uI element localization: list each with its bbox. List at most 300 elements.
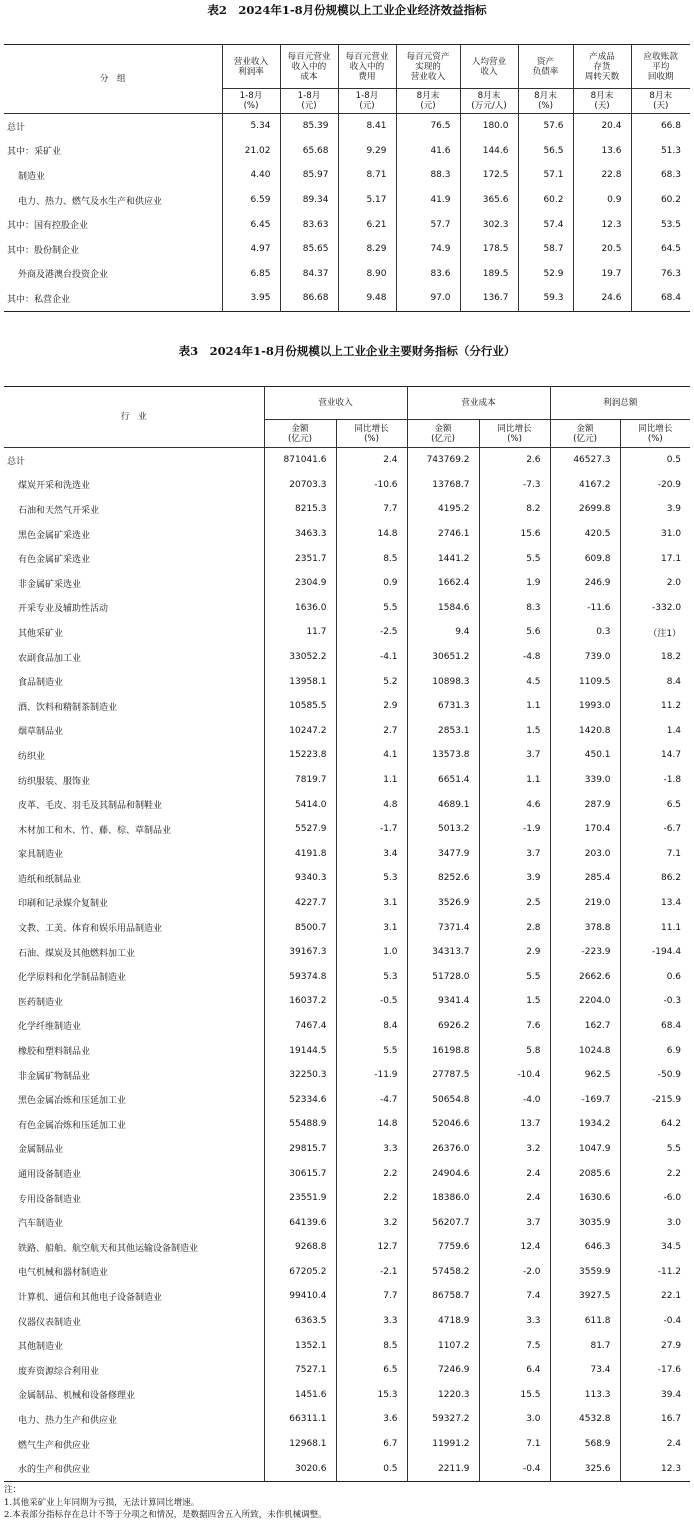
table-row (4, 1284, 690, 1309)
cell-value: 8.5 (336, 546, 407, 571)
cell-value: 73.4 (550, 1358, 620, 1383)
cell-value: 8.71 (338, 163, 396, 188)
column-unit: 8月末 (天) (573, 89, 631, 114)
table-row (4, 817, 690, 842)
cell-value: 57.7 (396, 212, 460, 237)
group-header: 利润总额 (550, 387, 690, 420)
row-label: 有色金属冶炼和压延加工业 (18, 1120, 127, 1131)
cell-value: -6.0 (620, 1186, 690, 1211)
cell-value: 19.7 (573, 262, 631, 287)
cell-value: 20703.3 (264, 473, 336, 498)
cell-value: 14.7 (620, 743, 690, 768)
table-row (4, 1087, 690, 1112)
row-label: 燃气生产和供应业 (18, 1440, 91, 1451)
table-row (4, 1112, 690, 1137)
cell-value: 39167.3 (264, 940, 336, 965)
table-row (4, 237, 690, 262)
cell-value: 609.8 (550, 546, 620, 571)
cell-value: 3927.5 (550, 1284, 620, 1309)
cell-value: 4167.2 (550, 473, 620, 498)
cell-value: 3.7 (479, 1210, 550, 1235)
row-label: 皮革、毛皮、羽毛及其制品和制鞋业 (18, 801, 163, 812)
cell-value: 13.6 (573, 139, 631, 164)
cell-value: 203.0 (550, 842, 620, 867)
cell-value: 32250.3 (264, 1063, 336, 1088)
row-label: 纺织服装、服饰业 (18, 776, 91, 787)
cell-value: 1109.5 (550, 669, 620, 694)
cell-value: 1047.9 (550, 1137, 620, 1162)
column-unit: 8月末 (%) (518, 89, 573, 114)
table-row (4, 1358, 690, 1383)
cell-value: 1993.0 (550, 694, 620, 719)
cell-value: 7.6 (479, 1014, 550, 1039)
cell-value: 86.2 (620, 866, 690, 891)
row-label: 化学纤维制造业 (18, 1022, 82, 1033)
cell-value: 53.5 (631, 212, 690, 237)
cell-value: 1630.6 (550, 1186, 620, 1211)
cell-value: 4.8 (336, 792, 407, 817)
cell-value: 31.0 (620, 522, 690, 547)
cell-value: 12.3 (620, 1456, 690, 1481)
cell-value: -11.2 (620, 1260, 690, 1285)
cell-value: -20.9 (620, 473, 690, 498)
cell-value: 57.6 (518, 114, 573, 139)
cell-value: 16.7 (620, 1407, 690, 1432)
row-label: 废弃资源综合利用业 (18, 1366, 100, 1377)
cell-value: 1441.2 (407, 546, 479, 571)
cell-value: 8.4 (620, 669, 690, 694)
cell-value: 962.5 (550, 1063, 620, 1088)
cell-value: -7.3 (479, 473, 550, 498)
table-row (4, 1260, 690, 1285)
cell-value: 10898.3 (407, 669, 479, 694)
table-row (4, 915, 690, 940)
table-row (4, 1186, 690, 1211)
cell-value: 86.68 (280, 286, 338, 311)
cell-value: 21.02 (222, 139, 280, 164)
row-label: 制造业 (18, 171, 46, 182)
cell-value: 1934.2 (550, 1112, 620, 1137)
column-header: 每百元营业 收入中的 成本 (280, 45, 338, 89)
cell-value: 85.39 (280, 114, 338, 139)
cell-value: 34313.7 (407, 940, 479, 965)
cell-value: 7.5 (479, 1333, 550, 1358)
cell-value: 64.2 (620, 1112, 690, 1137)
cell-value: 0.9 (336, 571, 407, 596)
cell-value: 2.4 (336, 448, 407, 473)
cell-value: 7.1 (479, 1432, 550, 1457)
cell-value: 14.8 (336, 1112, 407, 1137)
cell-value: 6926.2 (407, 1014, 479, 1039)
cell-value: 3.4 (336, 842, 407, 867)
row-label: 非金属矿采选业 (18, 579, 82, 590)
table-row (4, 1333, 690, 1358)
table-row (4, 596, 690, 621)
note-2: 2.本表部分指标存在总计不等于分项之和情况，是数据四舍五入所致，未作机械调整。 (4, 1510, 327, 1520)
cell-value: 89.34 (280, 188, 338, 213)
row-label: 化学原料和化学制品制造业 (18, 973, 127, 984)
cell-value: -10.6 (336, 473, 407, 498)
cell-value: 2662.6 (550, 964, 620, 989)
cell-value: 59327.2 (407, 1407, 479, 1432)
cell-value: -0.4 (620, 1309, 690, 1334)
table2 (4, 44, 690, 312)
cell-value: 15.5 (479, 1383, 550, 1408)
cell-value: 172.5 (460, 163, 518, 188)
cell-value: 3463.3 (264, 522, 336, 547)
row-label: 家具制造业 (18, 850, 64, 861)
row-label: 黑色金属冶炼和压延加工业 (18, 1096, 127, 1107)
cell-value: 85.65 (280, 237, 338, 262)
cell-value: 2204.0 (550, 989, 620, 1014)
cell-value: 5.5 (479, 546, 550, 571)
cell-value: 3.0 (479, 1407, 550, 1432)
cell-value: 27.9 (620, 1333, 690, 1358)
cell-value: 20.5 (573, 237, 631, 262)
cell-value: 27787.5 (407, 1063, 479, 1088)
cell-value: 8252.6 (407, 866, 479, 891)
cell-value: 66.8 (631, 114, 690, 139)
cell-value: 7.7 (336, 1284, 407, 1309)
row-label: 总计 (7, 122, 26, 133)
cell-value: 246.9 (550, 571, 620, 596)
cell-value: 0.5 (336, 1456, 407, 1481)
column-unit: 8月末 (万元/人) (460, 89, 518, 114)
cell-value: 57.4 (518, 212, 573, 237)
column-header: 每百元资产 实现的 营业收入 (396, 45, 460, 89)
cell-value: 339.0 (550, 768, 620, 793)
cell-value: 76.3 (631, 262, 690, 287)
cell-value: 4.6 (479, 792, 550, 817)
table-row (4, 891, 690, 916)
cell-value: 9.48 (338, 286, 396, 311)
cell-value: 2.9 (336, 694, 407, 719)
cell-value: 58.7 (518, 237, 573, 262)
cell-value: 39.4 (620, 1383, 690, 1408)
cell-value: 0.3 (550, 620, 620, 645)
cell-value: 88.3 (396, 163, 460, 188)
cell-value: 17.1 (620, 546, 690, 571)
cell-value: 2.2 (336, 1161, 407, 1186)
cell-value: 5.5 (620, 1137, 690, 1162)
cell-value: 6.5 (620, 792, 690, 817)
cell-value: 178.5 (460, 237, 518, 262)
cell-value: 4191.8 (264, 842, 336, 867)
cell-value: 22.1 (620, 1284, 690, 1309)
cell-value: 646.3 (550, 1235, 620, 1260)
cell-value: 41.6 (396, 139, 460, 164)
cell-value: 6651.4 (407, 768, 479, 793)
cell-value: 66311.1 (264, 1407, 336, 1432)
cell-value: 2304.9 (264, 571, 336, 596)
cell-value: 15223.8 (264, 743, 336, 768)
table-row (4, 1063, 690, 1088)
cell-value: 1420.8 (550, 719, 620, 744)
cell-value: 2211.9 (407, 1456, 479, 1481)
table-row (4, 571, 690, 596)
cell-value: -4.0 (479, 1087, 550, 1112)
cell-value: 1352.1 (264, 1333, 336, 1358)
cell-value: 743769.2 (407, 448, 479, 473)
cell-value: 4689.1 (407, 792, 479, 817)
row-label: 纺织业 (18, 751, 46, 762)
cell-value: 7371.4 (407, 915, 479, 940)
amount-header: 金额 (亿元) (264, 420, 336, 448)
cell-value: -11.9 (336, 1063, 407, 1088)
cell-value: 13768.7 (407, 473, 479, 498)
cell-value: 7.4 (479, 1284, 550, 1309)
cell-value: 3.7 (479, 842, 550, 867)
cell-value: 2.8 (479, 915, 550, 940)
cell-value: 3.2 (479, 1137, 550, 1162)
cell-value: 3.7 (479, 743, 550, 768)
table3-title: 表3 2024年1-8月份规模以上工业企业主要财务指标（分行业） (178, 344, 516, 358)
cell-value: 9.4 (407, 620, 479, 645)
row-label: 食品制造业 (18, 678, 64, 689)
cell-value: 450.1 (550, 743, 620, 768)
cell-value: 52334.6 (264, 1087, 336, 1112)
cell-value: 23551.9 (264, 1186, 336, 1211)
cell-value: 9341.4 (407, 989, 479, 1014)
column-header: 应收账款 平均 回收期 (631, 45, 690, 89)
cell-value: 1451.6 (264, 1383, 336, 1408)
cell-value: 2.6 (479, 448, 550, 473)
cell-value: 1.9 (479, 571, 550, 596)
table-row (4, 989, 690, 1014)
row-label: 酒、饮料和精制茶制造业 (18, 702, 118, 713)
table-row (4, 473, 690, 498)
cell-value: 2746.1 (407, 522, 479, 547)
table2-title: 表2 2024年1-8月份规模以上工业企业经济效益指标 (207, 3, 487, 17)
table-row (4, 1407, 690, 1432)
cell-value: 85.97 (280, 163, 338, 188)
cell-value: -332.0 (620, 596, 690, 621)
cell-value: 1584.6 (407, 596, 479, 621)
cell-value: 180.0 (460, 114, 518, 139)
cell-value: 13573.8 (407, 743, 479, 768)
cell-value: 4.5 (479, 669, 550, 694)
cell-value: 4532.8 (550, 1407, 620, 1432)
cell-value: -0.5 (336, 989, 407, 1014)
row-label: 电气机械和器材制造业 (18, 1268, 109, 1279)
cell-value: 83.63 (280, 212, 338, 237)
cell-value: 13.7 (479, 1112, 550, 1137)
cell-value: 20.4 (573, 114, 631, 139)
table-row (4, 1038, 690, 1063)
table-row (4, 719, 690, 744)
cell-value: 2.4 (479, 1161, 550, 1186)
cell-value: -194.4 (620, 940, 690, 965)
row-label: 电力、热力、燃气及水生产和供应业 (18, 196, 163, 207)
cell-value: 12.3 (573, 212, 631, 237)
cell-value: 67205.2 (264, 1260, 336, 1285)
cell-value: 6.85 (222, 262, 280, 287)
cell-value: 2.2 (620, 1161, 690, 1186)
cell-value: -169.7 (550, 1087, 620, 1112)
footnotes (4, 1484, 327, 1522)
cell-value: 97.0 (396, 286, 460, 311)
cell-value: 5.3 (336, 866, 407, 891)
table-row (4, 792, 690, 817)
cell-value: 144.6 (460, 139, 518, 164)
row-label: 金属制品业 (18, 1145, 64, 1156)
cell-value: 1.1 (479, 694, 550, 719)
cell-value: 325.6 (550, 1456, 620, 1481)
cell-value: 7.7 (336, 497, 407, 522)
cell-value: 68.4 (631, 286, 690, 311)
cell-value: 5414.0 (264, 792, 336, 817)
cell-value: 6.7 (336, 1432, 407, 1457)
table-row (4, 1014, 690, 1039)
row-label: 非金属矿物制品业 (18, 1071, 91, 1082)
cell-value: 1220.3 (407, 1383, 479, 1408)
cell-value: 5.5 (479, 964, 550, 989)
cell-value: 5527.9 (264, 817, 336, 842)
cell-value: 2699.8 (550, 497, 620, 522)
note-1: 1.其他采矿业上年同期为亏损，无法计算同比增速。 (4, 1497, 200, 1508)
growth-header: 同比增长 (%) (479, 420, 550, 448)
cell-value: 60.2 (518, 188, 573, 213)
table-row (4, 1161, 690, 1186)
table-row (4, 694, 690, 719)
cell-value: -0.3 (620, 989, 690, 1014)
cell-value: 6.5 (336, 1358, 407, 1383)
table-row (4, 1383, 690, 1408)
cell-value: 8.3 (479, 596, 550, 621)
cell-value: 50654.8 (407, 1087, 479, 1112)
cell-value: 3.0 (620, 1210, 690, 1235)
row-label: 其中：国有控股企业 (7, 221, 89, 232)
row-label: 外商及港澳台投资企业 (18, 270, 109, 281)
table-row (4, 645, 690, 670)
cell-value: 64.5 (631, 237, 690, 262)
cell-value: 170.4 (550, 817, 620, 842)
industry-header: 行 业 (4, 387, 264, 448)
cell-value: -17.6 (620, 1358, 690, 1383)
cell-value: -50.9 (620, 1063, 690, 1088)
cell-value: 1.0 (336, 940, 407, 965)
cell-value: 29815.7 (264, 1137, 336, 1162)
cell-value: 5.2 (336, 669, 407, 694)
group-header: 营业成本 (407, 387, 550, 420)
column-header: 营业收入 利润率 (222, 45, 280, 89)
cell-value: 1107.2 (407, 1333, 479, 1358)
cell-value: 18386.0 (407, 1186, 479, 1211)
cell-value: 6.9 (620, 1038, 690, 1063)
cell-value: 68.3 (631, 163, 690, 188)
table-row (4, 620, 690, 645)
cell-value: 5.3 (336, 964, 407, 989)
cell-value: 2.4 (620, 1432, 690, 1457)
cell-value: 56207.7 (407, 1210, 479, 1235)
cell-value: 8.5 (336, 1333, 407, 1358)
cell-value: 2.2 (336, 1186, 407, 1211)
cell-value: 84.37 (280, 262, 338, 287)
cell-value: 7246.9 (407, 1358, 479, 1383)
cell-value: -6.7 (620, 817, 690, 842)
cell-value: 1.1 (336, 768, 407, 793)
cell-value: 15.6 (479, 522, 550, 547)
cell-value: 8215.3 (264, 497, 336, 522)
cell-value: 30651.2 (407, 645, 479, 670)
cell-value: -2.0 (479, 1260, 550, 1285)
table-row (4, 768, 690, 793)
row-label: 水的生产和供应业 (18, 1465, 91, 1476)
cell-value: 8500.7 (264, 915, 336, 940)
cell-value: 4718.9 (407, 1309, 479, 1334)
cell-value: 3035.9 (550, 1210, 620, 1235)
cell-value: 219.0 (550, 891, 620, 916)
cell-value: 2.9 (479, 940, 550, 965)
row-label: 仪器仪表制造业 (18, 1317, 82, 1328)
row-label: 印刷和记录媒介复制业 (18, 899, 109, 910)
cell-value: 5.5 (336, 596, 407, 621)
row-label: 农副食品加工业 (18, 653, 82, 664)
cell-value: 11.2 (620, 694, 690, 719)
cell-value: 136.7 (460, 286, 518, 311)
cell-value: 6.21 (338, 212, 396, 237)
column-unit: 1-8月 (%) (222, 89, 280, 114)
cell-value: 568.9 (550, 1432, 620, 1457)
cell-value: 1.5 (479, 989, 550, 1014)
row-label: 汽车制造业 (18, 1219, 64, 1230)
cell-value: 2.5 (479, 891, 550, 916)
cell-value: 3.95 (222, 286, 280, 311)
cell-value: 8.29 (338, 237, 396, 262)
cell-value: 2.4 (479, 1186, 550, 1211)
cell-value: -0.4 (479, 1456, 550, 1481)
cell-value: 3.3 (479, 1309, 550, 1334)
cell-value: 74.9 (396, 237, 460, 262)
cell-value: 13.4 (620, 891, 690, 916)
cell-value: 1024.8 (550, 1038, 620, 1063)
column-header: 产成品 存货 周转天数 (573, 45, 631, 89)
cell-value: 3.3 (336, 1137, 407, 1162)
table-row (4, 743, 690, 768)
cell-value: 10585.5 (264, 694, 336, 719)
cell-value: 4195.2 (407, 497, 479, 522)
row-label: 通用设备制造业 (18, 1170, 82, 1181)
cell-value: 5.5 (336, 1038, 407, 1063)
cell-value: 2085.6 (550, 1161, 620, 1186)
cell-value: 3.9 (479, 866, 550, 891)
cell-value: -2.5 (336, 620, 407, 645)
row-label: 铁路、船舶、航空航天和其他运输设备制造业 (18, 1243, 199, 1254)
column-unit: 8月末 (天) (631, 89, 690, 114)
table-row (4, 448, 690, 473)
cell-value: 51.3 (631, 139, 690, 164)
cell-value: 11.7 (264, 620, 336, 645)
cell-value: 52.9 (518, 262, 573, 287)
cell-value: 2.7 (336, 719, 407, 744)
row-label: 其中：股份制企业 (7, 245, 80, 256)
cell-value: 302.3 (460, 212, 518, 237)
cell-value: 3.3 (336, 1309, 407, 1334)
table-row (4, 669, 690, 694)
cell-value: 3559.9 (550, 1260, 620, 1285)
table-row (4, 286, 690, 311)
row-label: 烟草制品业 (18, 727, 64, 738)
column-unit: 8月末 (元) (396, 89, 460, 114)
cell-value: 30615.7 (264, 1161, 336, 1186)
cell-value: 12.7 (336, 1235, 407, 1260)
note-heading: 注： (4, 1485, 22, 1495)
cell-value: -1.9 (479, 817, 550, 842)
cell-value: 4.1 (336, 743, 407, 768)
cell-value: 378.8 (550, 915, 620, 940)
table-row (4, 1137, 690, 1162)
row-label: 木材加工和木、竹、藤、棕、草制品业 (18, 825, 172, 836)
